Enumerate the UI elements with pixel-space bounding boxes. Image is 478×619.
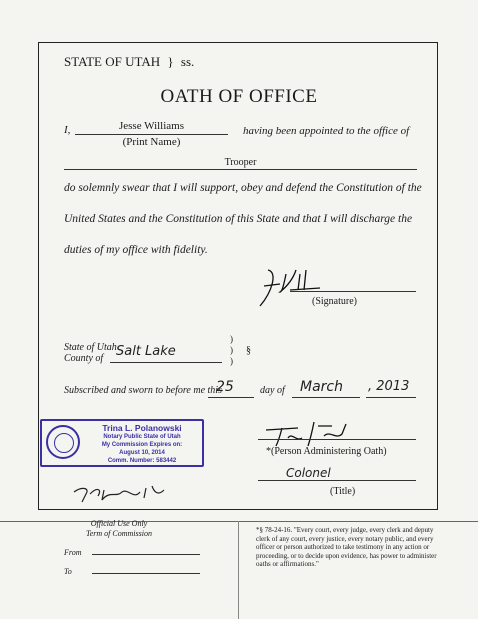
venue-braces — [230, 334, 233, 367]
jurat-day-of: day of — [260, 385, 285, 396]
administering-line — [258, 438, 416, 440]
name-caption: (Print Name) — [122, 136, 181, 148]
signature-line — [290, 290, 416, 292]
brace-2: ) — [230, 345, 233, 355]
ss-label: ss. — [180, 54, 195, 69]
notary-signature — [68, 482, 172, 504]
section-mark: § — [246, 345, 251, 356]
brace: } — [167, 54, 174, 69]
title-caption: (Title) — [330, 486, 356, 497]
to-field — [92, 565, 200, 574]
from-label: From — [64, 548, 82, 557]
county-value: Salt Lake — [116, 344, 176, 359]
state-heading — [64, 54, 194, 70]
official-use-heading: Official Use Only — [90, 519, 148, 528]
state-label: STATE OF UTAH — [64, 54, 161, 69]
from-field — [92, 546, 200, 555]
title-value: Colonel — [286, 466, 331, 480]
office-value: Trooper — [224, 157, 257, 168]
administering-signature — [258, 416, 358, 450]
oath-line-1: do solemnly swear that I will support, obey and defend the Constitution of the — [64, 182, 422, 194]
administering-caption: *(Person Administering Oath) — [266, 446, 387, 457]
term-of-commission: Term of Commission — [86, 529, 152, 538]
stamp-line-1: Notary Public State of Utah — [103, 434, 181, 440]
notary-name: Trina L. Polanowski — [102, 423, 182, 433]
stamp-line-2: My Commission Expires on: — [101, 442, 183, 448]
state-seal-icon — [46, 425, 80, 459]
pronoun: I, — [64, 124, 71, 136]
stamp-line-3: August 10, 2014 — [119, 450, 165, 456]
oath-line-2: United States and the Constitution of this State and that I will discharge the — [64, 213, 413, 225]
vertical-divider — [238, 521, 239, 619]
brace-1: ) — [230, 334, 233, 344]
oath-line-3: duties of my office with fidelity. — [64, 244, 208, 256]
venue-state: State of Utah — [64, 342, 117, 353]
title-line — [258, 479, 416, 481]
year-value: , 2013 — [368, 379, 410, 394]
stamp-line-4: Comm. Number: 583442 — [107, 458, 177, 464]
signature-caption: (Signature) — [312, 296, 357, 307]
brace-3: ) — [230, 356, 233, 366]
to-label: To — [64, 567, 72, 576]
appointed-text: having been appointed to the office of — [243, 125, 410, 137]
name-value: Jesse Williams — [118, 120, 185, 132]
day-value: 25 — [216, 379, 234, 395]
notary-stamp — [40, 419, 204, 467]
jurat-prefix: Subscribed and sworn to before me this — [64, 385, 222, 396]
venue-county-label: County of — [64, 353, 104, 364]
statute-text: *§ 78-24-16. "Every court, every judge, every clerk and deputy clerk of any court, every justice, every notary public, and every officer or person authorized to take testimony in any action or proceeding, or to decide upon evidence, has power to administer oaths or affirmations." — [256, 526, 437, 569]
document-title: OATH OF OFFICE — [160, 86, 318, 107]
month-value: March — [300, 379, 343, 395]
